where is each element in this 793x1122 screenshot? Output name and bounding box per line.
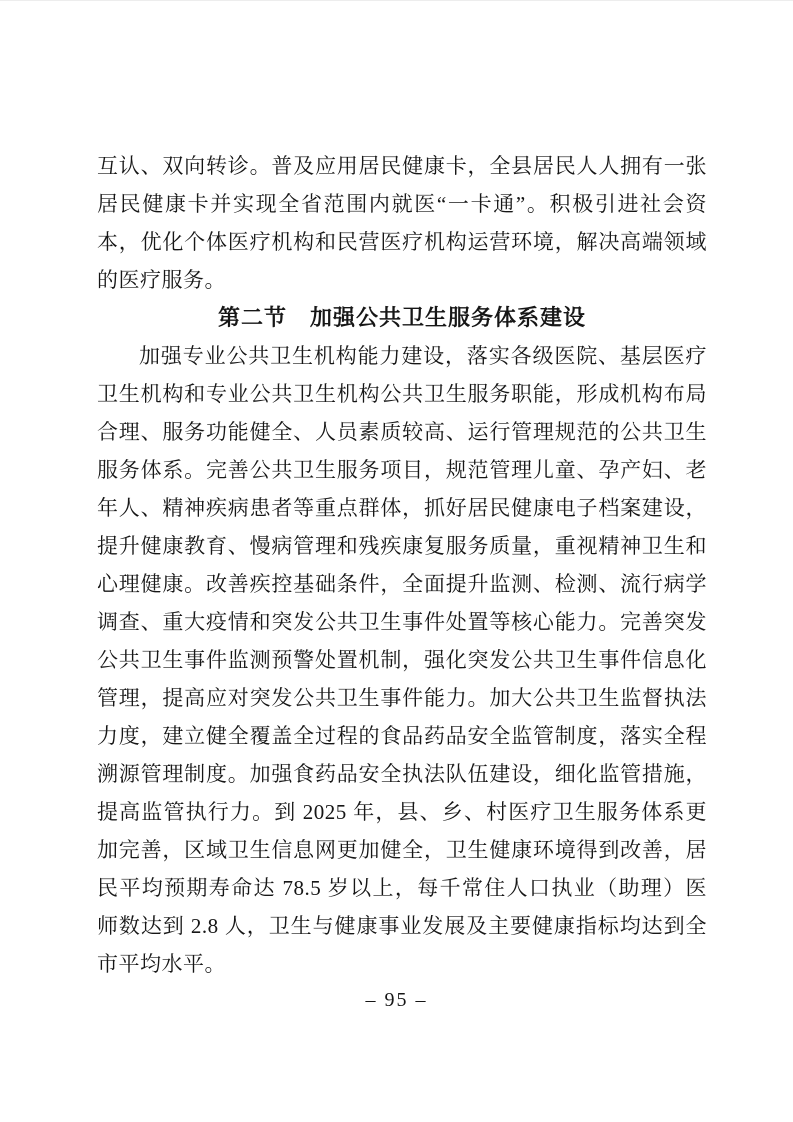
page-number: – 95 – — [365, 989, 428, 1011]
paragraph1-line: 的医疗服务。 — [97, 268, 226, 292]
paragraph1-line: 互认、双向转诊。普及应用居民健康卡，全县居民人人拥有一张 — [97, 154, 707, 178]
paragraph2-line: 公共卫生事件监测预警处置机制，强化突发公共卫生事件信息化 — [97, 648, 707, 672]
paragraph2-line: 加强专业公共卫生机构能力建设，落实各级医院、基层医疗 — [139, 344, 707, 368]
paragraph2-line: 心理健康。改善疾控基础条件，全面提升监测、检测、流行病学 — [97, 572, 707, 596]
paragraph2-line: 年人、精神疾病患者等重点群体，抓好居民健康电子档案建设， — [97, 496, 707, 520]
paragraph2-line: 管理，提高应对突发公共卫生事件能力。加大公共卫生监督执法 — [97, 686, 707, 710]
paragraph2-line: 提高监管执行力。到 2025 年，县、乡、村医疗卫生服务体系更 — [97, 800, 707, 824]
paragraph2-line: 力度，建立健全覆盖全过程的食品药品安全监管制度，落实全程 — [97, 724, 707, 748]
section-heading: 第二节 加强公共卫生服务体系建设 — [217, 305, 586, 330]
paragraph2-line: 合理、服务功能健全、人员素质较高、运行管理规范的公共卫生 — [97, 420, 707, 444]
paragraph2-line: 卫生机构和专业公共卫生机构公共卫生服务职能，形成机构布局 — [97, 382, 707, 406]
text-column — [97, 147, 707, 983]
paragraph2-line: 市平均水平。 — [97, 952, 226, 976]
paragraph1-line: 本，优化个体医疗机构和民营医疗机构运营环境，解决高端领域 — [97, 230, 707, 254]
paragraph2-line: 师数达到 2.8 人，卫生与健康事业发展及主要健康指标均达到全 — [97, 914, 707, 938]
paragraph2-line: 提升健康教育、慢病管理和残疾康复服务质量，重视精神卫生和 — [97, 534, 707, 558]
paragraph1-line: 居民健康卡并实现全省范围内就医“一卡通”。积极引进社会资 — [97, 192, 707, 216]
paragraph2-line: 民平均预期寿命达 78.5 岁以上，每千常住人口执业（助理）医 — [97, 876, 707, 900]
page-top-edge — [0, 0, 793, 1]
paragraph2-line: 加完善，区域卫生信息网更加健全，卫生健康环境得到改善，居 — [97, 838, 707, 862]
paragraph2-line: 调查、重大疫情和突发公共卫生事件处置等核心能力。完善突发 — [97, 610, 707, 634]
paragraph2-line: 服务体系。完善公共卫生服务项目，规范管理儿童、孕产妇、老 — [97, 458, 707, 482]
paragraph2-line: 溯源管理制度。加强食药品安全执法队伍建设，细化监管措施， — [97, 762, 707, 786]
